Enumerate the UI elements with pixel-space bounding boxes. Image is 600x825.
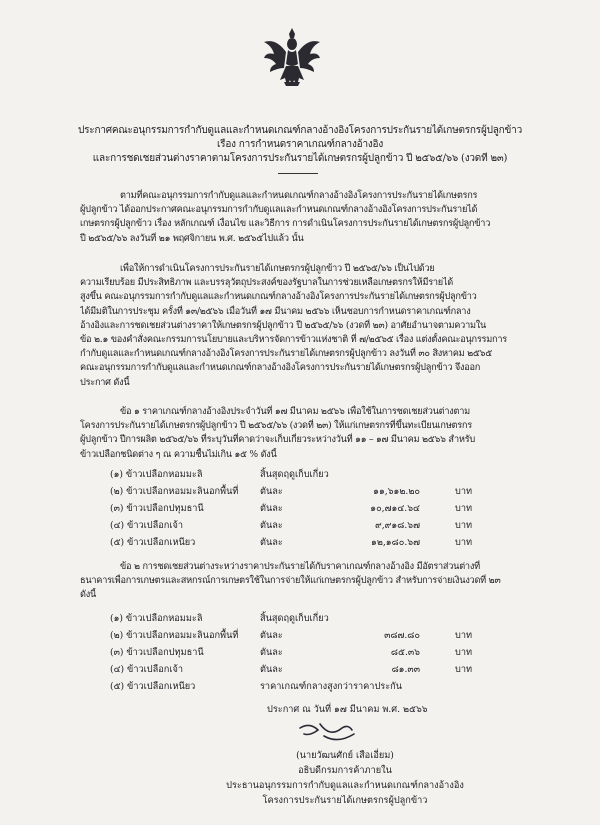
header-title: ประกาศคณะอนุกรรมการกำกับดูแลและกำหนดเกณฑ์กลางอ้างอิงโครงการประกันรายได้เกษตรกรผู้ปลูกข้าว [77,125,523,136]
clause-2: ข้อ ๒ การชดเชยส่วนต่างระหว่างราคาประกันรายได้กับราคาเกณฑ์กลางอ้างอิง มีอัตราส่วนต่างที่ ธนาคารเพื่อการเกษตรและสหกรณ์การเกษตรใช้ในการจ่ายให้แก่เกษตรกรผู้ปลูกข้าว สำหรับการจ่ายเงินงวดที่ ๒๓ ดังนี้ [80,561,501,601]
header-subtitle: และการชดเชยส่วนต่างราคาตามโครงการประกันรายได้เกษตรกรผู้ปลูกข้าว ปี ๒๕๖๕/๖๖ (งวดที่ ๒๓) [92,153,508,164]
signer-name: (นายวัฒนศักย์ เสือเอี่ยม) [296,750,394,761]
header-divider [278,173,318,174]
purpose-paragraph: เพื่อให้การดำเนินโครงการประกันรายได้เกษตรกรผู้ปลูกข้าว ปี ๒๕๖๕/๖๖ เป็นไปด้วย ความเรียบร้อย มีประสิทธิภาพ และบรรลุวัตถุประสงค์ของรัฐบาลในการช่วยเหลือเกษตรกรให้มีรายได้ สูงขึ้น คณะอนุกรรมการกำกับดูแลและกำหนดเกณฑ์กลางอ้างอิงโครงการประกันรายได้เกษตรกรผู้ปลูกข้าว ได้มีมติในการประชุม ครั้งที่ ๑๓/๒๕๖๖ เมื่อวันที่ ๑๗ มีนาคม ๒๕๖๖ เห็นชอบการกำหนดราคาเกณฑ์กลาง อ้างอิงและการชดเชยส่วนต่างราคาให้เกษตรกรผู้ปลูกข้าว ปี ๒๕๖๕/๖๖ (งวดที่ ๒๓) อาศัยอำนาจตามความใน ข้อ ๒.๑ ของคำสั่งคณะกรรมการนโยบายและบริหารจัดการข้าวแห่งชาติ ที่ ๗/๒๕๖๕ เรื่อง แต่งตั้งคณะอนุกรรมการ กำกับดูแลและกำหนดเกณฑ์กลางอ้างอิงโครงการประกันรายได้เกษตรกรผู้ปลูกข้าว ลงวันที่ ๓๐ สิงหาคม ๒๕๖๕ คณะอนุกรรมการกำกับดูแลและกำหนดเกณฑ์กลางอ้างอิงโครงการประกันรายได้เกษตรกรผู้ปลูกข้าว จึงออก ประกาศ ดังนี้ [80,263,507,388]
table-row: (๔) ข้าวเปลือกเจ้า ตันละ ๙,๙๑๘.๖๗ บาท [110,520,473,531]
table-row: (๑) ข้าวเปลือกหอมมะลิ สิ้นสุดฤดูเก็บเกี่ยว [110,613,329,624]
signer-role: ประธานอนุกรรมการกำกับดูแลและกำหนดเกณฑ์กลางอ้างอิง [226,780,464,791]
intro-paragraph: ตามที่คณะอนุกรรมการกำกับดูแลและกำหนดเกณฑ์กลางอ้างอิงโครงการประกันรายได้เกษตรกร ผู้ปลูกข้าว ได้ออกประกาศคณะอนุกรรมการกำกับดูแลและกำหนดเกณฑ์กลางอ้างอิงโครงการประกันรายได้ เกษตรกรผู้ปลูกข้าว เรื่อง หลักเกณฑ์ เงื่อนไข และวิธีการ การดำเนินโครงการประกันรายได้เกษตรกรผู้ปลูกข้าว ปี ๒๕๖๕/๖๖ ลงวันที่ ๒๑ พฤศจิกายน พ.ศ. ๒๕๖๕ไปแล้ว นั้น [80,190,491,244]
compensation-rate-table [110,611,530,696]
table-row: (๑) ข้าวเปลือกหอมมะลิ สิ้นสุดฤดูเก็บเกี่ยว [110,469,329,480]
announcement-header [40,124,560,166]
clause-1: ข้อ ๑ ราคาเกณฑ์กลางอ้างอิงประจำวันที่ ๑๗ มีนาคม ๒๕๖๖ เพื่อใช้ในการชดเชยส่วนต่างตาม โครงการประกันรายได้เกษตรกรผู้ปลูกข้าว ปี ๒๕๖๕/๖๖ (งวดที่ ๒๓) ให้แก่เกษตรกรที่ขึ้นทะเบียนเกษตรกร ผู้ปลูกข้าว ปีการผลิต ๒๕๖๕/๖๖ ที่ระบุวันที่คาดว่าจะเก็บเกี่ยวระหว่างวันที่ ๑๑ – ๑๗ มีนาคม ๒๕๖๖ สำหรับ ข้าวเปลือกชนิดต่าง ๆ ณ ความชื้นไม่เกิน ๑๕ % ดังนี้ [80,406,475,460]
table-row: (๕) ข้าวเปลือกเหนียว ตันละ ๑๒,๑๘๐.๖๗ บาท [110,537,473,548]
table-row: (๒) ข้าวเปลือกหอมมะลินอกพื้นที่ ตันละ ๓๘๗.๘๐ บาท [110,630,473,641]
table-row: (๒) ข้าวเปลือกหอมมะลินอกพื้นที่ ตันละ ๑๑,๖๑๒.๒๐ บาท [110,486,473,497]
header-subject: เรื่อง การกำหนดราคาเกณฑ์กลางอ้างอิง [216,139,384,150]
signer-role-project: โครงการประกันรายได้เกษตรกรผู้ปลูกข้าว [262,795,428,806]
signer-title: อธิบดีกรมการค้าภายใน [298,765,392,776]
signer-block [180,748,510,808]
reference-price-table [110,467,530,552]
announcement-date: ประกาศ ณ วันที่ ๑๗ มีนาคม พ.ศ. ๒๕๖๖ [267,704,428,715]
table-row: (๔) ข้าวเปลือกเจ้า ตันละ ๘๑.๓๓ บาท [110,664,473,675]
table-row: (๓) ข้าวเปลือกปทุมธานี ตันละ ๘๕.๓๖ บาท [110,647,473,658]
signature-icon [292,718,362,748]
table-row: (๓) ข้าวเปลือกปทุมธานี ตันละ ๑๐,๗๑๔.๖๔ บาท [110,503,473,514]
table-row: (๕) ข้าวเปลือกเหนียว ราคาเกณฑ์กลางสูงกว่าราคาประกัน [110,681,403,692]
garuda-emblem-icon [262,26,322,92]
